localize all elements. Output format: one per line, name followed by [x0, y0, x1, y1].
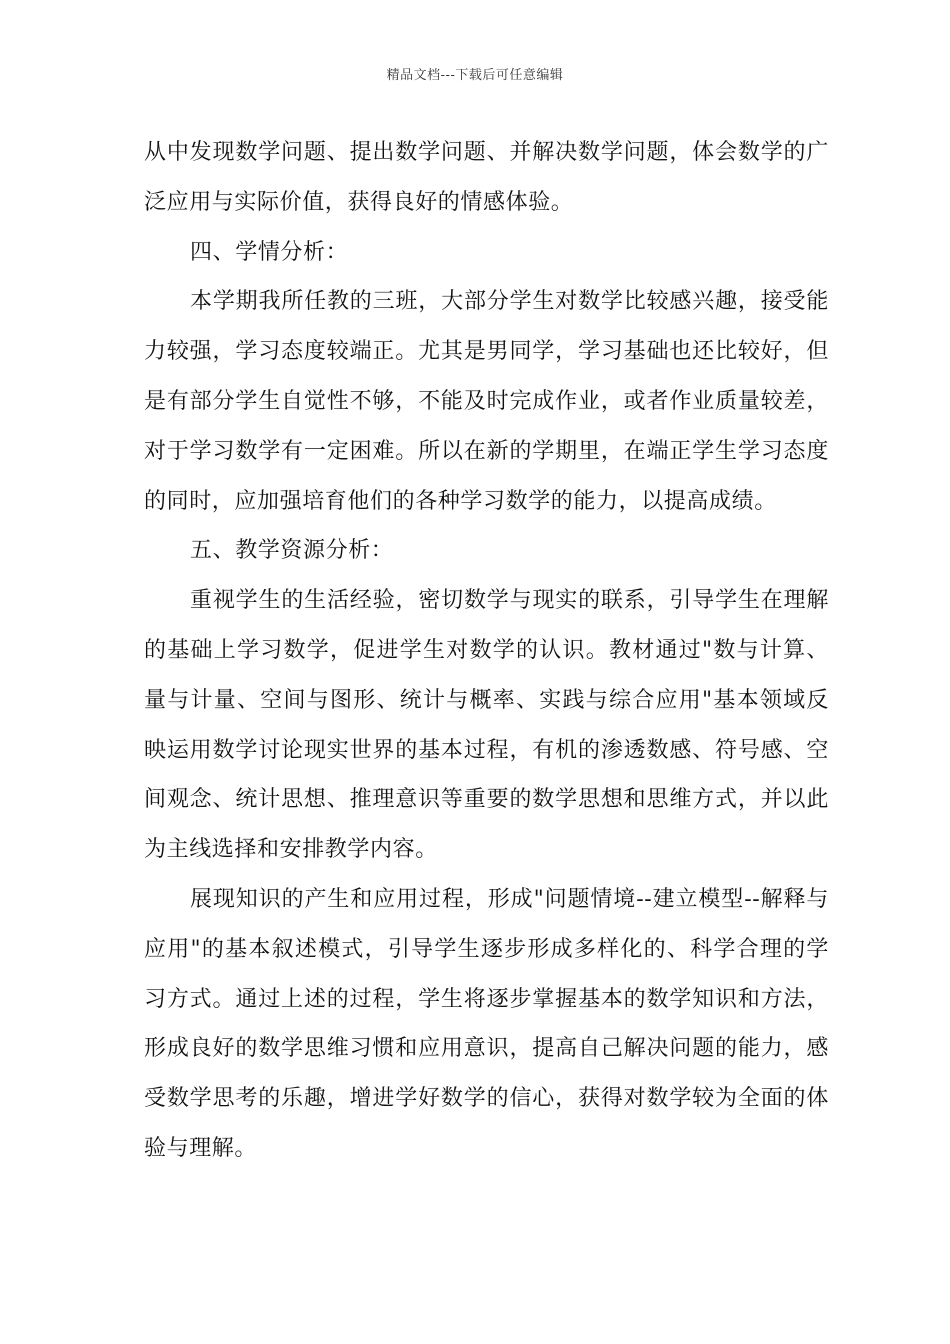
section-heading-student-analysis: 四、学情分析：: [190, 239, 349, 265]
paragraph-student-analysis: 本学期我所任教的三班，大部分学生对数学比较感兴趣，接受能力较强，学习态度较端正。尤其是男同学，学习基础也还比较好，但是有部分学生自觉性不够，不能及时完成作业，或者作业质量较差，对于学习数学有一定困难。所以在新的学期里，在端正学生学习态度的同时，应加强培育他们的各种学习数学的能力，以提高成绩。: [144, 289, 829, 514]
paragraph-knowledge-process: 展现知识的产生和应用过程，形成"问题情境--建立模型--解释与应用"的基本叙述模式，引导学生逐步形成多样化的、科学合理的学习方式。通过上述的过程，学生将逐步掌握基本的数学知识和方法，形成良好的数学思维习惯和应用意识，提高自己解决问题的能力，感受数学思考的乐趣，增进学好数学的信心，获得对数学较为全面的体验与理解。: [144, 886, 829, 1161]
section-heading-resource-analysis: 五、教学资源分析：: [190, 538, 394, 564]
paragraph-resource-analysis: 重视学生的生活经验，密切数学与现实的联系，引导学生在理解的基础上学习数学，促进学生对数学的认识。教材通过"数与计算、量与计量、空间与图形、统计与概率、实践与综合应用"基本领域反映运用数学讨论现实世界的基本过程，有机的渗透数感、符号感、空间观念、统计思想、推理意识等重要的数学思想和思维方式，并以此为主线选择和安排教学内容。: [144, 588, 829, 863]
page-header: 精品文档---下载后可任意编辑: [386, 68, 564, 83]
paragraph-continuation: 从中发现数学问题、提出数学问题、并解决数学问题，体会数学的广泛应用与实际价值，获得良好的情感体验。: [144, 140, 829, 215]
document-body: [144, 128, 829, 1174]
